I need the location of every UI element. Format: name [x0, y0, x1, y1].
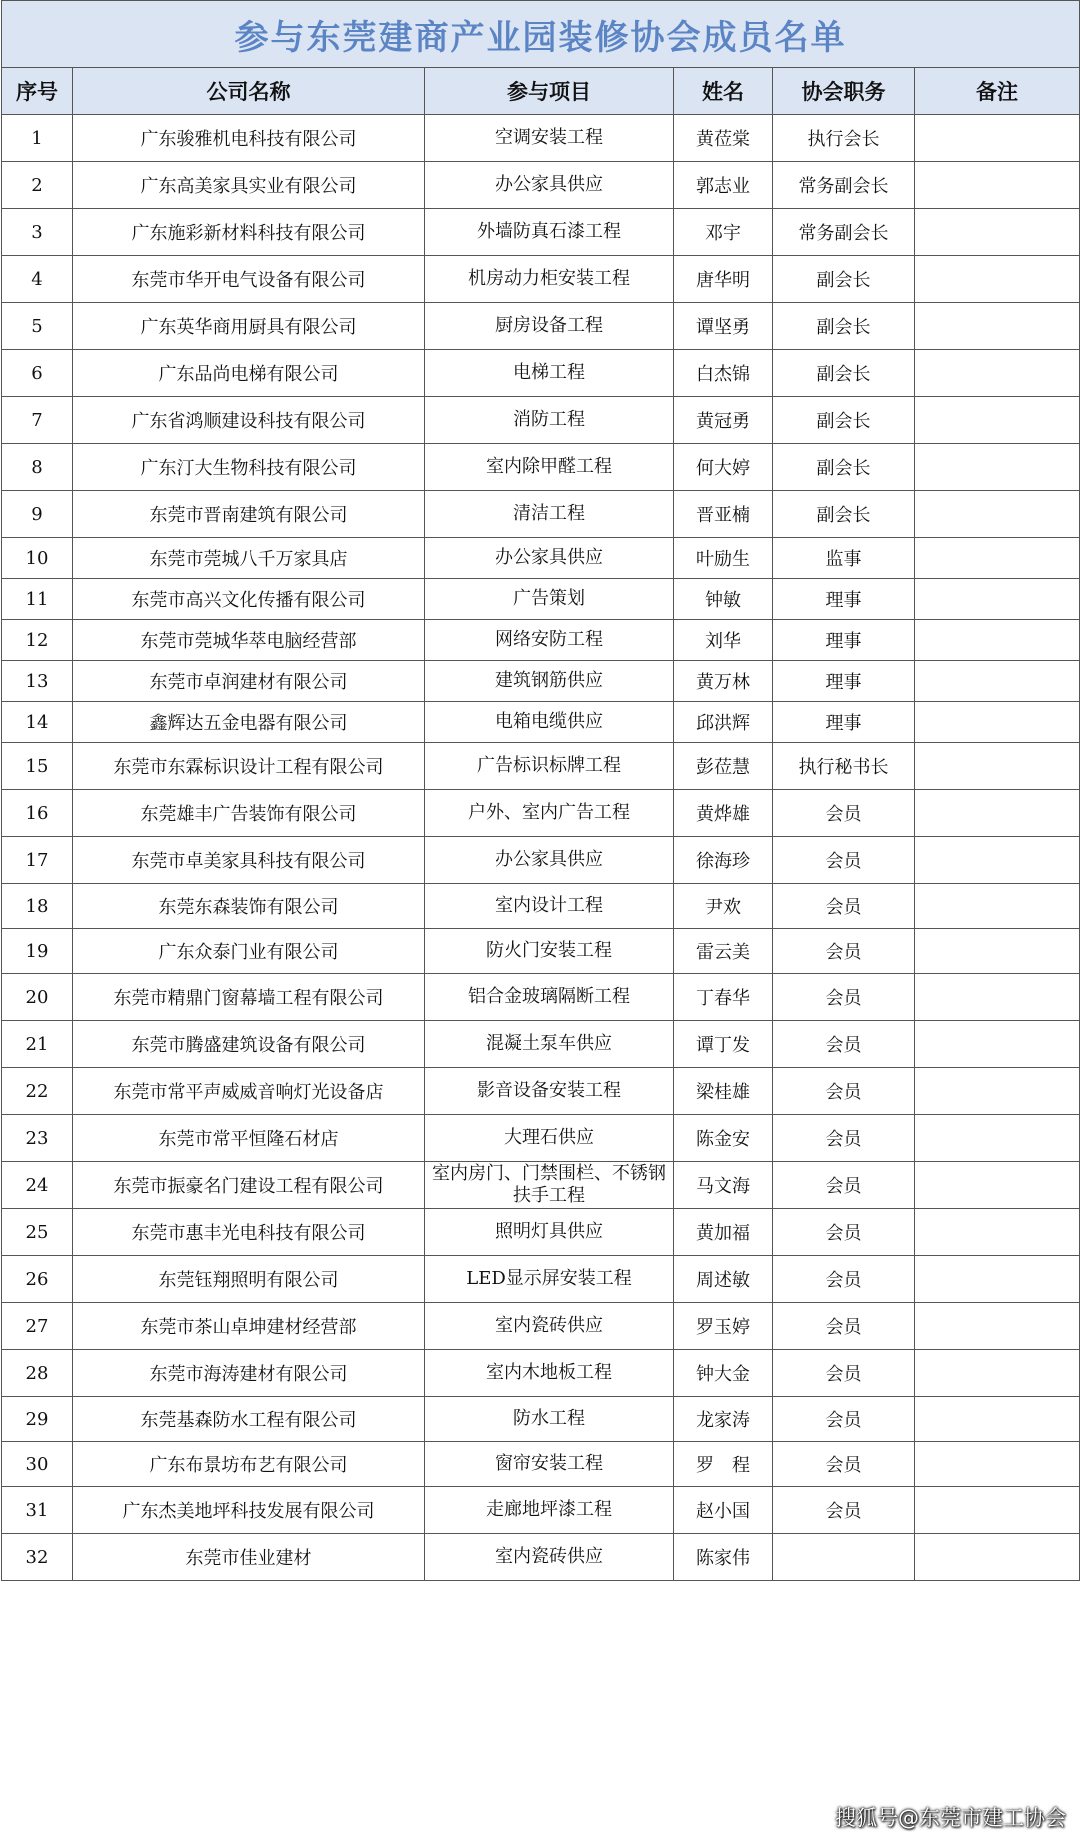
cell-role: 会员	[773, 884, 915, 929]
cell-no: 26	[2, 1256, 73, 1303]
cell-note	[915, 350, 1080, 397]
cell-company: 广东品尚电梯有限公司	[73, 350, 425, 397]
cell-name: 雷云美	[674, 929, 773, 974]
cell-note	[915, 1397, 1080, 1442]
cell-name: 黄加福	[674, 1209, 773, 1256]
cell-company: 东莞市精鼎门窗幕墙工程有限公司	[73, 974, 425, 1021]
cell-name: 陈金安	[674, 1115, 773, 1162]
table-row	[2, 1303, 1080, 1350]
table-row	[2, 974, 1080, 1021]
cell-role: 理事	[773, 579, 915, 620]
cell-no: 16	[2, 790, 73, 837]
cell-no: 1	[2, 115, 73, 162]
cell-project: 防水工程	[425, 1397, 674, 1442]
cell-name: 何大婷	[674, 444, 773, 491]
cell-role: 常务副会长	[773, 209, 915, 256]
cell-company: 东莞市佳业建材	[73, 1534, 425, 1581]
cell-role: 会员	[773, 1442, 915, 1487]
cell-project: LED显示屏安装工程	[425, 1256, 674, 1303]
header-note: 备注	[915, 68, 1080, 115]
cell-company: 广东杰美地坪科技发展有限公司	[73, 1487, 425, 1534]
cell-role: 执行秘书长	[773, 743, 915, 790]
cell-note	[915, 115, 1080, 162]
cell-company: 东莞基森防水工程有限公司	[73, 1397, 425, 1442]
table-row	[2, 1534, 1080, 1581]
cell-name: 唐华明	[674, 256, 773, 303]
cell-no: 24	[2, 1162, 73, 1209]
cell-project: 厨房设备工程	[425, 303, 674, 350]
cell-company: 东莞市卓润建材有限公司	[73, 661, 425, 702]
cell-note	[915, 1442, 1080, 1487]
cell-company: 广东高美家具实业有限公司	[73, 162, 425, 209]
table-row	[2, 702, 1080, 743]
header-name: 姓名	[674, 68, 773, 115]
watermark: 搜狐号@东莞市建工协会	[835, 1806, 1066, 1830]
cell-name: 刘华	[674, 620, 773, 661]
cell-project: 空调安装工程	[425, 115, 674, 162]
cell-note	[915, 1209, 1080, 1256]
cell-company: 东莞市晋南建筑有限公司	[73, 491, 425, 538]
cell-name: 晋亚楠	[674, 491, 773, 538]
cell-note	[915, 661, 1080, 702]
cell-role: 会员	[773, 837, 915, 884]
cell-company: 广东布景坊布艺有限公司	[73, 1442, 425, 1487]
cell-name: 尹欢	[674, 884, 773, 929]
header-row	[2, 68, 1080, 115]
cell-name: 彭莅慧	[674, 743, 773, 790]
cell-no: 14	[2, 702, 73, 743]
cell-note	[915, 579, 1080, 620]
cell-note	[915, 974, 1080, 1021]
cell-company: 东莞市高兴文化传播有限公司	[73, 579, 425, 620]
cell-no: 10	[2, 538, 73, 579]
cell-project: 清洁工程	[425, 491, 674, 538]
cell-company: 东莞市腾盛建筑设备有限公司	[73, 1021, 425, 1068]
cell-company: 东莞市常平声威威音响灯光设备店	[73, 1068, 425, 1115]
cell-note	[915, 303, 1080, 350]
cell-project: 户外、室内广告工程	[425, 790, 674, 837]
cell-company: 广东英华商用厨具有限公司	[73, 303, 425, 350]
cell-no: 2	[2, 162, 73, 209]
cell-note	[915, 444, 1080, 491]
table-row	[2, 790, 1080, 837]
cell-note	[915, 1115, 1080, 1162]
cell-no: 5	[2, 303, 73, 350]
cell-project: 铝合金玻璃隔断工程	[425, 974, 674, 1021]
cell-name: 邓宇	[674, 209, 773, 256]
cell-name: 周述敏	[674, 1256, 773, 1303]
table-row	[2, 350, 1080, 397]
cell-role: 会员	[773, 1256, 915, 1303]
cell-name: 叶励生	[674, 538, 773, 579]
table-row	[2, 209, 1080, 256]
cell-no: 19	[2, 929, 73, 974]
table-row	[2, 303, 1080, 350]
cell-name: 谭坚勇	[674, 303, 773, 350]
member-table	[1, 0, 1080, 1581]
cell-name: 马文海	[674, 1162, 773, 1209]
cell-company: 东莞市华开电气设备有限公司	[73, 256, 425, 303]
cell-role: 副会长	[773, 397, 915, 444]
header-project: 参与项目	[425, 68, 674, 115]
cell-company: 东莞东森装饰有限公司	[73, 884, 425, 929]
table-row	[2, 1397, 1080, 1442]
title-row	[2, 1, 1080, 68]
cell-project: 网络安防工程	[425, 620, 674, 661]
table-row	[2, 661, 1080, 702]
cell-company: 广东骏雅机电科技有限公司	[73, 115, 425, 162]
cell-name: 陈家伟	[674, 1534, 773, 1581]
cell-role: 会员	[773, 1021, 915, 1068]
table-row	[2, 444, 1080, 491]
table-row	[2, 1068, 1080, 1115]
cell-note	[915, 538, 1080, 579]
cell-note	[915, 790, 1080, 837]
cell-project: 防火门安装工程	[425, 929, 674, 974]
cell-no: 20	[2, 974, 73, 1021]
cell-note	[915, 162, 1080, 209]
cell-no: 11	[2, 579, 73, 620]
table-row	[2, 538, 1080, 579]
cell-project: 电梯工程	[425, 350, 674, 397]
cell-name: 徐海珍	[674, 837, 773, 884]
cell-project: 影音设备安装工程	[425, 1068, 674, 1115]
cell-company: 广东汀大生物科技有限公司	[73, 444, 425, 491]
cell-note	[915, 209, 1080, 256]
cell-role: 会员	[773, 1068, 915, 1115]
table-row	[2, 1442, 1080, 1487]
cell-company: 广东施彩新材料科技有限公司	[73, 209, 425, 256]
cell-name: 罗玉婷	[674, 1303, 773, 1350]
cell-name: 谭丁发	[674, 1021, 773, 1068]
cell-project: 办公家具供应	[425, 538, 674, 579]
cell-no: 25	[2, 1209, 73, 1256]
cell-note	[915, 702, 1080, 743]
cell-no: 3	[2, 209, 73, 256]
cell-name: 钟敏	[674, 579, 773, 620]
cell-company: 东莞市东霖标识设计工程有限公司	[73, 743, 425, 790]
cell-note	[915, 1256, 1080, 1303]
cell-no: 6	[2, 350, 73, 397]
table-row	[2, 1487, 1080, 1534]
header-role: 协会职务	[773, 68, 915, 115]
cell-no: 28	[2, 1350, 73, 1397]
cell-company: 东莞市常平恒隆石材店	[73, 1115, 425, 1162]
cell-no: 12	[2, 620, 73, 661]
cell-company: 东莞市海涛建材有限公司	[73, 1350, 425, 1397]
cell-note	[915, 884, 1080, 929]
cell-no: 30	[2, 1442, 73, 1487]
cell-role: 副会长	[773, 491, 915, 538]
cell-note	[915, 1021, 1080, 1068]
header-no: 序号	[2, 68, 73, 115]
cell-role: 副会长	[773, 350, 915, 397]
cell-name: 赵小国	[674, 1487, 773, 1534]
cell-role: 会员	[773, 1209, 915, 1256]
cell-name: 黄烨雄	[674, 790, 773, 837]
cell-no: 23	[2, 1115, 73, 1162]
cell-name: 罗 程	[674, 1442, 773, 1487]
cell-role: 理事	[773, 661, 915, 702]
cell-project: 窗帘安装工程	[425, 1442, 674, 1487]
table-row	[2, 256, 1080, 303]
cell-role: 会员	[773, 1115, 915, 1162]
cell-no: 15	[2, 743, 73, 790]
cell-no: 8	[2, 444, 73, 491]
cell-role: 会员	[773, 1303, 915, 1350]
cell-note	[915, 1303, 1080, 1350]
cell-role: 副会长	[773, 444, 915, 491]
cell-note	[915, 1534, 1080, 1581]
cell-project: 室内瓷砖供应	[425, 1534, 674, 1581]
cell-role: 会员	[773, 1350, 915, 1397]
table-row	[2, 115, 1080, 162]
cell-name: 黄莅棠	[674, 115, 773, 162]
cell-name: 丁春华	[674, 974, 773, 1021]
table-row	[2, 491, 1080, 538]
cell-project: 大理石供应	[425, 1115, 674, 1162]
cell-project: 照明灯具供应	[425, 1209, 674, 1256]
cell-company: 东莞市惠丰光电科技有限公司	[73, 1209, 425, 1256]
cell-role	[773, 1534, 915, 1581]
cell-name: 郭志业	[674, 162, 773, 209]
cell-project: 办公家具供应	[425, 837, 674, 884]
cell-no: 29	[2, 1397, 73, 1442]
cell-company: 东莞钰翔照明有限公司	[73, 1256, 425, 1303]
table-row	[2, 929, 1080, 974]
cell-no: 18	[2, 884, 73, 929]
table-row	[2, 1256, 1080, 1303]
table-row	[2, 837, 1080, 884]
cell-note	[915, 620, 1080, 661]
cell-company: 东莞市莞城华萃电脑经营部	[73, 620, 425, 661]
cell-role: 会员	[773, 929, 915, 974]
cell-company: 东莞市振豪名门建设工程有限公司	[73, 1162, 425, 1209]
cell-company: 东莞市茶山卓坤建材经营部	[73, 1303, 425, 1350]
cell-note	[915, 491, 1080, 538]
table-row	[2, 1162, 1080, 1209]
table-row	[2, 397, 1080, 444]
cell-project: 室内设计工程	[425, 884, 674, 929]
cell-role: 会员	[773, 1487, 915, 1534]
cell-company: 东莞市莞城八千万家具店	[73, 538, 425, 579]
cell-role: 常务副会长	[773, 162, 915, 209]
cell-role: 执行会长	[773, 115, 915, 162]
cell-project: 室内瓷砖供应	[425, 1303, 674, 1350]
cell-note	[915, 929, 1080, 974]
cell-no: 7	[2, 397, 73, 444]
cell-company: 东莞市卓美家具科技有限公司	[73, 837, 425, 884]
cell-no: 31	[2, 1487, 73, 1534]
cell-role: 会员	[773, 1162, 915, 1209]
cell-note	[915, 1068, 1080, 1115]
table-row	[2, 1021, 1080, 1068]
cell-role: 监事	[773, 538, 915, 579]
cell-project: 混凝土泵车供应	[425, 1021, 674, 1068]
cell-no: 32	[2, 1534, 73, 1581]
cell-company: 广东众泰门业有限公司	[73, 929, 425, 974]
cell-project: 办公家具供应	[425, 162, 674, 209]
cell-note	[915, 743, 1080, 790]
cell-note	[915, 1162, 1080, 1209]
cell-role: 会员	[773, 974, 915, 1021]
cell-project: 外墙防真石漆工程	[425, 209, 674, 256]
cell-role: 副会长	[773, 303, 915, 350]
page-title: 参与东莞建商产业园装修协会成员名单	[2, 1, 1080, 68]
cell-project: 室内木地板工程	[425, 1350, 674, 1397]
cell-name: 白杰锦	[674, 350, 773, 397]
cell-project: 消防工程	[425, 397, 674, 444]
cell-name: 黄冠勇	[674, 397, 773, 444]
cell-project: 广告策划	[425, 579, 674, 620]
cell-note	[915, 837, 1080, 884]
cell-no: 9	[2, 491, 73, 538]
cell-project: 建筑钢筋供应	[425, 661, 674, 702]
table-row	[2, 579, 1080, 620]
table-row	[2, 620, 1080, 661]
cell-no: 22	[2, 1068, 73, 1115]
cell-no: 4	[2, 256, 73, 303]
cell-name: 邱洪辉	[674, 702, 773, 743]
cell-name: 黄万林	[674, 661, 773, 702]
header-company: 公司名称	[73, 68, 425, 115]
cell-role: 副会长	[773, 256, 915, 303]
cell-project: 电箱电缆供应	[425, 702, 674, 743]
cell-note	[915, 1487, 1080, 1534]
cell-role: 理事	[773, 620, 915, 661]
cell-no: 17	[2, 837, 73, 884]
cell-name: 梁桂雄	[674, 1068, 773, 1115]
cell-no: 13	[2, 661, 73, 702]
table-row	[2, 1350, 1080, 1397]
cell-name: 钟大金	[674, 1350, 773, 1397]
cell-note	[915, 256, 1080, 303]
cell-company: 鑫辉达五金电器有限公司	[73, 702, 425, 743]
table-row	[2, 1209, 1080, 1256]
cell-name: 龙家涛	[674, 1397, 773, 1442]
table-row	[2, 884, 1080, 929]
table-row	[2, 743, 1080, 790]
cell-project: 室内除甲醛工程	[425, 444, 674, 491]
cell-no: 27	[2, 1303, 73, 1350]
cell-role: 理事	[773, 702, 915, 743]
cell-project: 机房动力柜安装工程	[425, 256, 674, 303]
cell-note	[915, 397, 1080, 444]
cell-project: 广告标识标牌工程	[425, 743, 674, 790]
cell-role: 会员	[773, 1397, 915, 1442]
cell-company: 东莞雄丰广告装饰有限公司	[73, 790, 425, 837]
cell-project: 走廊地坪漆工程	[425, 1487, 674, 1534]
cell-note	[915, 1350, 1080, 1397]
table-row	[2, 1115, 1080, 1162]
cell-company: 广东省鸿顺建设科技有限公司	[73, 397, 425, 444]
cell-role: 会员	[773, 790, 915, 837]
table-row	[2, 162, 1080, 209]
cell-project: 室内房门、门禁围栏、不锈钢扶手工程	[425, 1162, 674, 1209]
cell-no: 21	[2, 1021, 73, 1068]
